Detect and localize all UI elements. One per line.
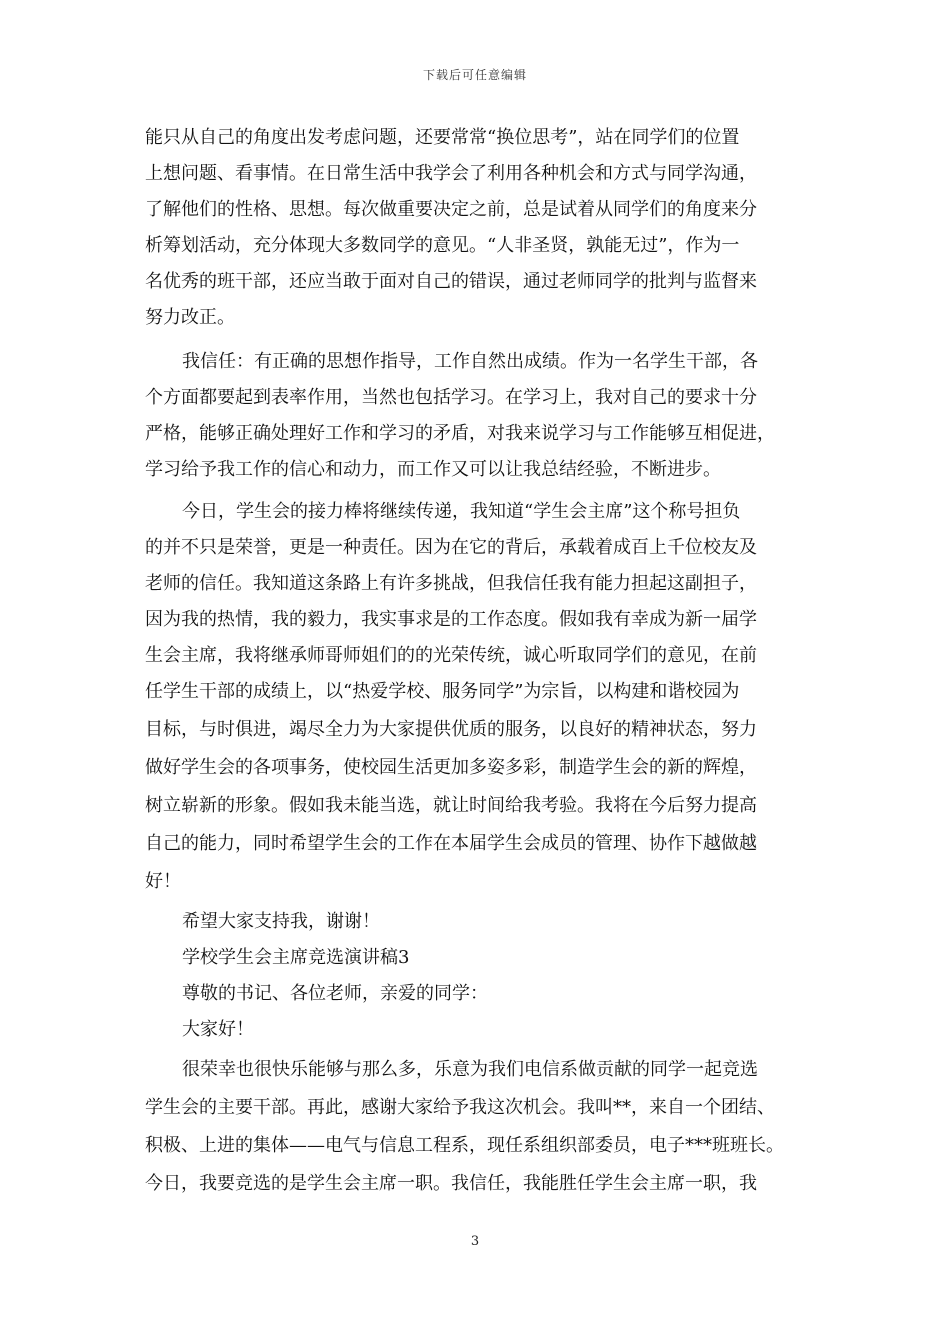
text-line: 我信任：有正确的思想作指导，工作自然出成绩。作为一名学生干部，各	[182, 351, 758, 372]
text-line: 希望大家支持我，谢谢！	[182, 911, 380, 932]
text-line: 析筹划活动，充分体现大多数同学的意见。“人非圣贤，孰能无过”，作为一	[145, 235, 740, 256]
text-line: 上想问题、看事情。在日常生活中我学会了利用各种机会和方式与同学沟通，	[145, 163, 757, 184]
text-line: 自己的能力，同时希望学生会的工作在本届学生会成员的管理、协作下越做越	[145, 833, 757, 854]
text-line: 能只从自己的角度出发考虑问题，还要常常“换位思考”，站在同学们的位置	[145, 127, 740, 148]
text-line: 很荣幸也很快乐能够与那么多，乐意为我们电信系做贡献的同学一起竞选	[182, 1059, 758, 1080]
text-line: 积极、上进的集体——电气与信息工程系，现任系组织部委员，电子***班班长。	[145, 1135, 784, 1156]
text-line: 的并不只是荣誉，更是一种责任。因为在它的背后，承载着成百上千位校友及	[145, 537, 757, 558]
text-line: 今日，我要竞选的是学生会主席一职。我信任，我能胜任学生会主席一职，我	[145, 1173, 757, 1194]
text-line: 老师的信任。我知道这条路上有许多挑战，但我信任我有能力担起这副担子，	[145, 573, 757, 594]
text-line: 好！	[145, 871, 181, 892]
text-line: 因为我的热情，我的毅力，我实事求是的工作态度。假如我有幸成为新一届学	[145, 609, 757, 630]
text-line: 名优秀的班干部，还应当敢于面对自己的错误，通过老师同学的批判与监督来	[145, 271, 757, 292]
page-number: 3	[470, 1234, 480, 1249]
text-line: 做好学生会的各项事务，使校园生活更加多姿多彩，制造学生会的新的辉煌，	[145, 757, 757, 778]
page-header: 下载后可任意编辑	[422, 68, 527, 82]
text-line: 了解他们的性格、思想。每次做重要决定之前，总是试着从同学们的角度来分	[145, 199, 757, 220]
text-line: 学生会的主要干部。再此，感谢大家给予我这次机会。我叫**，来自一个团结、	[145, 1097, 775, 1118]
text-line: 任学生干部的成绩上，以“热爱学校、服务同学”为宗旨，以构建和谐校园为	[145, 681, 740, 702]
section-title: 学校学生会主席竞选演讲稿3	[182, 947, 410, 968]
text-line: 生会主席，我将继承师哥师姐们的的光荣传统，诚心听取同学们的意见，在前	[145, 645, 757, 666]
text-line: 努力改正。	[145, 307, 235, 328]
text-line: 学习给予我工作的信心和动力，而工作又可以让我总结经验，不断进步。	[145, 459, 721, 480]
text-line: 个方面都要起到表率作用，当然也包括学习。在学习上，我对自己的要求十分	[145, 387, 757, 408]
text-line: 尊敬的书记、各位老师，亲爱的同学：	[182, 983, 488, 1004]
text-line: 目标，与时俱进，竭尽全力为大家提供优质的服务，以良好的精神状态，努力	[145, 719, 757, 740]
text-line: 今日，学生会的接力棒将继续传递，我知道“学生会主席”这个称号担负	[182, 501, 741, 522]
text-line: 树立崭新的形象。假如我未能当选，就让时间给我考验。我将在今后努力提高	[145, 795, 757, 816]
text-line: 大家好！	[182, 1019, 254, 1040]
text-line: 严格，能够正确处理好工作和学习的矛盾，对我来说学习与工作能够互相促进，	[145, 423, 775, 444]
